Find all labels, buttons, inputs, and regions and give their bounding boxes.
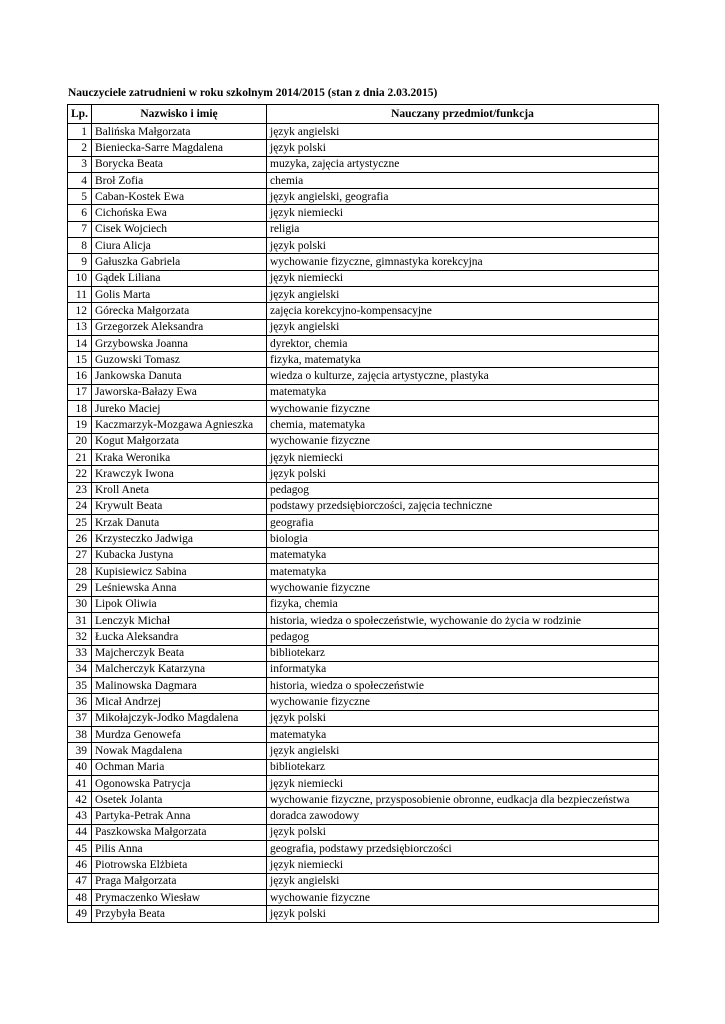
cell-subject: fizyka, chemia (267, 596, 659, 612)
cell-name: Osetek Jolanta (92, 792, 267, 808)
cell-name: Kroll Aneta (92, 482, 267, 498)
cell-name: Jaworska-Bałazy Ewa (92, 384, 267, 400)
cell-lp: 4 (68, 172, 92, 188)
cell-name: Kubacka Justyna (92, 547, 267, 563)
cell-lp: 49 (68, 906, 92, 922)
cell-name: Lenczyk Michał (92, 612, 267, 628)
cell-lp: 26 (68, 531, 92, 547)
cell-subject: bibliotekarz (267, 759, 659, 775)
cell-name: Broł Zofia (92, 172, 267, 188)
teachers-table (67, 104, 659, 923)
cell-subject: informatyka (267, 661, 659, 677)
cell-name: Mikołajczyk-Jodko Magdalena (92, 710, 267, 726)
cell-lp: 43 (68, 808, 92, 824)
cell-lp: 34 (68, 661, 92, 677)
table-row (68, 906, 659, 922)
cell-name: Jureko Maciej (92, 401, 267, 417)
cell-name: Bieniecka-Sarre Magdalena (92, 140, 267, 156)
cell-subject: język polski (267, 238, 659, 254)
table-row (68, 629, 659, 645)
cell-name: Kraka Weronika (92, 449, 267, 465)
cell-lp: 20 (68, 433, 92, 449)
cell-subject: język angielski (267, 124, 659, 140)
cell-lp: 9 (68, 254, 92, 270)
cell-name: Gałuszka Gabriela (92, 254, 267, 270)
cell-subject: historia, wiedza o społeczeństwie (267, 678, 659, 694)
cell-name: Guzowski Tomasz (92, 352, 267, 368)
table-row (68, 824, 659, 840)
cell-subject: język angielski, geografia (267, 189, 659, 205)
cell-subject: dyrektor, chemia (267, 335, 659, 351)
cell-name: Malcherczyk Katarzyna (92, 661, 267, 677)
cell-lp: 44 (68, 824, 92, 840)
table-row (68, 694, 659, 710)
cell-subject: pedagog (267, 482, 659, 498)
cell-subject: matematyka (267, 384, 659, 400)
cell-name: Krywult Beata (92, 498, 267, 514)
cell-name: Grzegorzek Aleksandra (92, 319, 267, 335)
table-row (68, 270, 659, 286)
document-title: Nauczyciele zatrudnieni w roku szkolnym 2014/2015 (stan z dnia 2.03.2015) (68, 87, 438, 99)
cell-lp: 32 (68, 629, 92, 645)
cell-lp: 6 (68, 205, 92, 221)
cell-subject: wychowanie fizyczne (267, 889, 659, 905)
cell-name: Prymaczenko Wiesław (92, 889, 267, 905)
cell-lp: 30 (68, 596, 92, 612)
table-row (68, 319, 659, 335)
cell-subject: muzyka, zajęcia artystyczne (267, 156, 659, 172)
cell-name: Kupisiewicz Sabina (92, 564, 267, 580)
cell-lp: 38 (68, 726, 92, 742)
table-row (68, 417, 659, 433)
cell-subject: biologia (267, 531, 659, 547)
cell-lp: 45 (68, 841, 92, 857)
cell-subject: wiedza o kulturze, zajęcia artystyczne, plastyka (267, 368, 659, 384)
cell-subject: język polski (267, 906, 659, 922)
table-row (68, 792, 659, 808)
cell-name: Leśniewska Anna (92, 580, 267, 596)
cell-name: Ochman Maria (92, 759, 267, 775)
table-row (68, 645, 659, 661)
table-row (68, 661, 659, 677)
cell-name: Lipok Oliwia (92, 596, 267, 612)
cell-name: Łucka Aleksandra (92, 629, 267, 645)
cell-name: Piotrowska Elżbieta (92, 857, 267, 873)
table-row (68, 498, 659, 514)
table-row (68, 726, 659, 742)
cell-name: Nowak Magdalena (92, 743, 267, 759)
table-row (68, 449, 659, 465)
table-row (68, 889, 659, 905)
cell-name: Murdza Genowefa (92, 726, 267, 742)
table-row (68, 140, 659, 156)
cell-name: Ciura Alicja (92, 238, 267, 254)
cell-name: Paszkowska Małgorzata (92, 824, 267, 840)
table-header-row (68, 105, 659, 124)
cell-name: Krawczyk Iwona (92, 466, 267, 482)
table-row (68, 564, 659, 580)
cell-subject: język polski (267, 824, 659, 840)
cell-subject: wychowanie fizyczne, gimnastyka korekcyjna (267, 254, 659, 270)
table-row (68, 678, 659, 694)
cell-subject: język niemiecki (267, 857, 659, 873)
cell-subject: matematyka (267, 547, 659, 563)
cell-name: Micał Andrzej (92, 694, 267, 710)
cell-lp: 5 (68, 189, 92, 205)
table-row (68, 335, 659, 351)
cell-subject: język niemiecki (267, 775, 659, 791)
cell-lp: 37 (68, 710, 92, 726)
table-row (68, 873, 659, 889)
cell-subject: chemia (267, 172, 659, 188)
header-subject: Nauczany przedmiot/funkcja (267, 105, 659, 124)
cell-subject: fizyka, matematyka (267, 352, 659, 368)
cell-lp: 14 (68, 335, 92, 351)
table-row (68, 286, 659, 302)
table-row (68, 759, 659, 775)
table-row (68, 580, 659, 596)
table-row (68, 205, 659, 221)
cell-lp: 8 (68, 238, 92, 254)
cell-lp: 22 (68, 466, 92, 482)
cell-lp: 21 (68, 449, 92, 465)
cell-subject: bibliotekarz (267, 645, 659, 661)
cell-lp: 28 (68, 564, 92, 580)
cell-subject: język polski (267, 710, 659, 726)
cell-subject: doradca zawodowy (267, 808, 659, 824)
cell-lp: 31 (68, 612, 92, 628)
cell-subject: język angielski (267, 319, 659, 335)
cell-lp: 12 (68, 303, 92, 319)
cell-name: Cisek Wojciech (92, 221, 267, 237)
cell-name: Gądek Liliana (92, 270, 267, 286)
cell-subject: zajęcia korekcyjno-kompensacyjne (267, 303, 659, 319)
table-row (68, 303, 659, 319)
cell-lp: 25 (68, 515, 92, 531)
cell-name: Pilis Anna (92, 841, 267, 857)
cell-lp: 10 (68, 270, 92, 286)
cell-subject: język angielski (267, 873, 659, 889)
cell-subject: język angielski (267, 743, 659, 759)
table-row (68, 857, 659, 873)
cell-subject: geografia, podstawy przedsiębiorczości (267, 841, 659, 857)
cell-name: Partyka-Petrak Anna (92, 808, 267, 824)
cell-lp: 41 (68, 775, 92, 791)
cell-lp: 24 (68, 498, 92, 514)
cell-subject: język niemiecki (267, 449, 659, 465)
cell-subject: historia, wiedza o społeczeństwie, wychowanie do życia w rodzinie (267, 612, 659, 628)
table-row (68, 743, 659, 759)
cell-subject: wychowanie fizyczne (267, 694, 659, 710)
cell-subject: geografia (267, 515, 659, 531)
cell-lp: 2 (68, 140, 92, 156)
table-row (68, 515, 659, 531)
cell-lp: 7 (68, 221, 92, 237)
cell-lp: 42 (68, 792, 92, 808)
cell-subject: chemia, matematyka (267, 417, 659, 433)
cell-name: Majcherczyk Beata (92, 645, 267, 661)
cell-name: Kogut Małgorzata (92, 433, 267, 449)
cell-name: Malinowska Dagmara (92, 678, 267, 694)
cell-subject: podstawy przedsiębiorczości, zajęcia techniczne (267, 498, 659, 514)
cell-subject: język polski (267, 140, 659, 156)
cell-name: Balińska Małgorzata (92, 124, 267, 140)
header-name: Nazwisko i imię (92, 105, 267, 124)
cell-name: Górecka Małgorzata (92, 303, 267, 319)
cell-subject: wychowanie fizyczne (267, 580, 659, 596)
cell-lp: 16 (68, 368, 92, 384)
cell-subject: matematyka (267, 726, 659, 742)
table-row (68, 775, 659, 791)
cell-lp: 35 (68, 678, 92, 694)
table-row (68, 841, 659, 857)
table-row (68, 808, 659, 824)
table-row (68, 547, 659, 563)
table-row (68, 612, 659, 628)
table-row (68, 466, 659, 482)
header-lp: Lp. (68, 105, 92, 124)
table-row (68, 401, 659, 417)
cell-lp: 18 (68, 401, 92, 417)
cell-subject: język niemiecki (267, 205, 659, 221)
table-row (68, 710, 659, 726)
cell-lp: 47 (68, 873, 92, 889)
table-row (68, 156, 659, 172)
cell-name: Kaczmarzyk-Mozgawa Agnieszka (92, 417, 267, 433)
table-row (68, 596, 659, 612)
cell-subject: język angielski (267, 286, 659, 302)
cell-lp: 39 (68, 743, 92, 759)
cell-lp: 33 (68, 645, 92, 661)
cell-name: Golis Marta (92, 286, 267, 302)
cell-lp: 1 (68, 124, 92, 140)
cell-name: Cichońska Ewa (92, 205, 267, 221)
cell-lp: 3 (68, 156, 92, 172)
table-row (68, 221, 659, 237)
table-row (68, 254, 659, 270)
cell-lp: 29 (68, 580, 92, 596)
cell-lp: 17 (68, 384, 92, 400)
table-row (68, 433, 659, 449)
cell-lp: 48 (68, 889, 92, 905)
cell-lp: 15 (68, 352, 92, 368)
table-row (68, 384, 659, 400)
cell-name: Jankowska Danuta (92, 368, 267, 384)
cell-name: Przybyła Beata (92, 906, 267, 922)
cell-subject: wychowanie fizyczne, przysposobienie obronne, eudkacja dla bezpieczeństwa (267, 792, 659, 808)
table-row (68, 352, 659, 368)
cell-name: Krzak Danuta (92, 515, 267, 531)
cell-subject: język polski (267, 466, 659, 482)
table-row (68, 368, 659, 384)
cell-lp: 19 (68, 417, 92, 433)
cell-name: Caban-Kostek Ewa (92, 189, 267, 205)
cell-name: Borycka Beata (92, 156, 267, 172)
cell-lp: 23 (68, 482, 92, 498)
cell-lp: 13 (68, 319, 92, 335)
cell-subject: wychowanie fizyczne (267, 401, 659, 417)
cell-name: Krzysteczko Jadwiga (92, 531, 267, 547)
table-row (68, 189, 659, 205)
table-row (68, 531, 659, 547)
cell-lp: 40 (68, 759, 92, 775)
cell-name: Ogonowska Patrycja (92, 775, 267, 791)
table-row (68, 482, 659, 498)
table-row (68, 124, 659, 140)
cell-lp: 11 (68, 286, 92, 302)
cell-subject: religia (267, 221, 659, 237)
cell-subject: język niemiecki (267, 270, 659, 286)
cell-subject: pedagog (267, 629, 659, 645)
cell-name: Grzybowska Joanna (92, 335, 267, 351)
cell-subject: wychowanie fizyczne (267, 433, 659, 449)
table-row (68, 172, 659, 188)
table-row (68, 238, 659, 254)
cell-name: Praga Małgorzata (92, 873, 267, 889)
cell-lp: 46 (68, 857, 92, 873)
cell-subject: matematyka (267, 564, 659, 580)
cell-lp: 36 (68, 694, 92, 710)
cell-lp: 27 (68, 547, 92, 563)
